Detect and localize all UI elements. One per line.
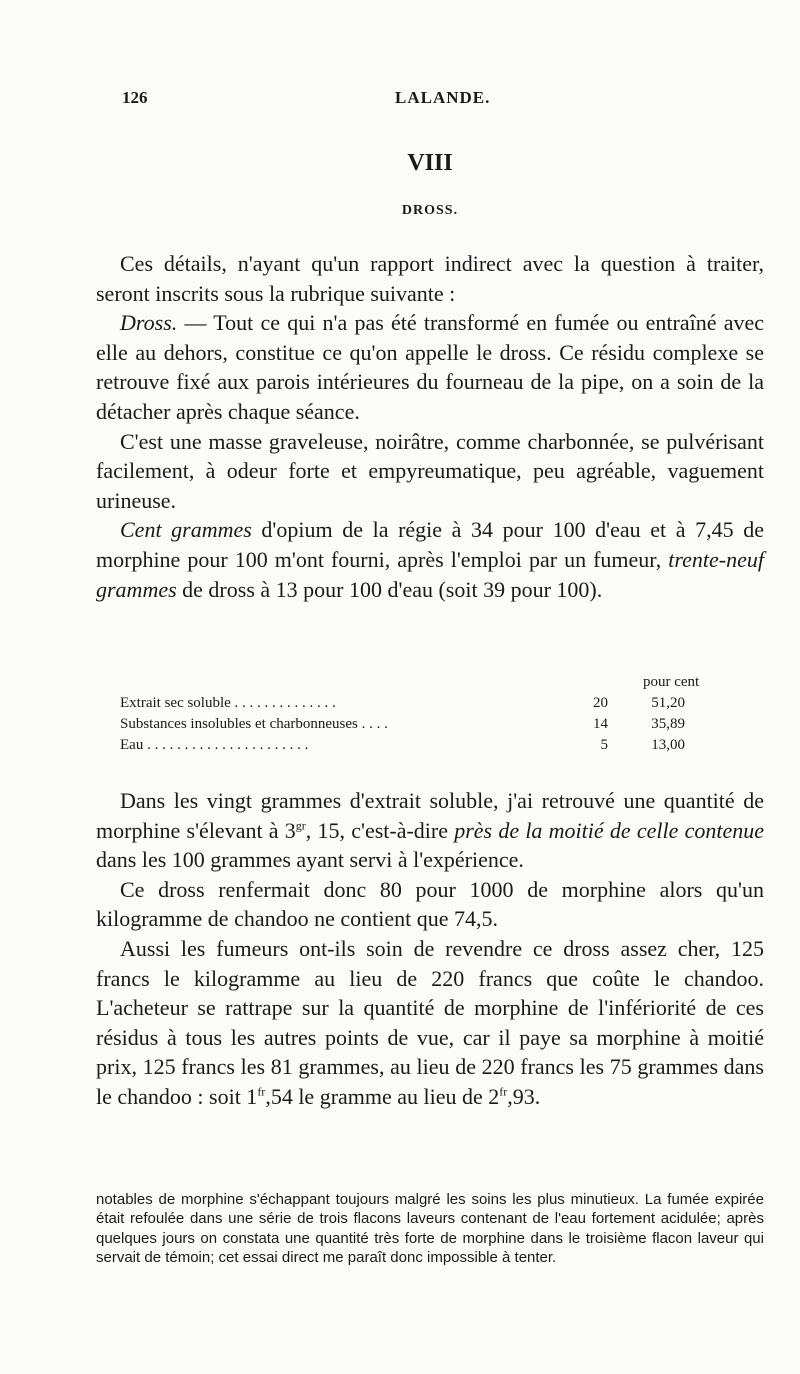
row-percent: 51,20: [651, 695, 685, 711]
paragraph-text: C'est une masse graveleuse, noirâtre, comme charbonnée, se pulvérisant facilement, à odeur forte et empyreumatique, peu agréable, vaguement urineuse.: [96, 428, 764, 513]
italic-term: Dross.: [120, 310, 178, 336]
paragraph-text: ,93.: [507, 1083, 541, 1109]
page-header: [122, 88, 762, 118]
paragraph: [96, 427, 764, 516]
table-row: [120, 714, 720, 735]
running-head: LALANDE.: [395, 88, 491, 107]
paragraph: [96, 249, 764, 308]
row-label: Eau . . . . . . . . . . . . . . . . . . . . . .: [120, 737, 309, 753]
italic-phrase: trente-neuf grammes: [96, 546, 764, 602]
body-text-bottom: [96, 786, 764, 1112]
page-number: 126: [122, 88, 148, 107]
unit-superscript: fr: [257, 1084, 266, 1099]
paragraph: [96, 786, 764, 875]
paragraph-text: Dans les vingt grammes d'extrait soluble, j'ai retrouvé une quantité de morphine s'élevant à 3: [96, 788, 764, 843]
paragraph-text: de dross à 13 pour 100 d'eau (soit 39 pour 100).: [176, 576, 603, 602]
chapter-number: VIII: [407, 150, 453, 176]
paragraph-text: Ce dross renfermait donc 80 pour 1000 de morphine alors qu'un kilogramme de chandoo ne contient que 74,5.: [96, 876, 764, 932]
paragraph-text: dans les 100 grammes ayant servi à l'expérience.: [96, 847, 524, 873]
paragraph-text: ,54 le gramme au lieu de 2: [265, 1083, 500, 1109]
section-title: DROSS.: [401, 203, 459, 218]
table-row: [120, 693, 720, 714]
italic-phrase: Cent grammes: [120, 517, 252, 543]
paragraph-text: Aussi les fumeurs ont-ils soin de revendre ce dross assez cher, 125 francs le kilogramme au lieu de 220 francs que coûte le chandoo. L'acheteur se rattrape sur la quantité de morphine de l'infériorité de ces résidus à tous les autres points de vue, car il paye sa morphine à moitié prix, 125 francs les 81 grammes, au lieu de 220 francs les 75 grammes dans le chandoo : soit 1: [96, 935, 764, 1109]
paragraph-text: d'opium de la régie à 34 pour 100 d'eau et à 7,45 de morphine pour 100 m'ont fourni, après l'emploi par un fumeur,: [96, 517, 764, 572]
paragraph-text: , 15, c'est-à-dire: [305, 817, 455, 843]
row-percent: 35,89: [651, 716, 685, 732]
footnote: notables de morphine s'échappant toujours malgré les soins les plus minutieux. La fumée expirée était refoulée dans une série de trois flacons laveurs contenant de l'eau fortement acidulée; après quelques jours on constata une quantité très forte de morphine dans le troisième flacon laveur qui servait de témoin; cet essai direct me paraît donc impossible à tenter.: [96, 1191, 764, 1267]
paragraph: [96, 308, 764, 426]
row-label: Extrait sec soluble . . . . . . . . . . . . . .: [120, 695, 336, 711]
paragraph: [96, 875, 764, 934]
paragraph-text: Ces détails, n'ayant qu'un rapport indirect avec la question à traiter, seront inscrits sous la rubrique suivante :: [96, 251, 764, 306]
row-percent: 13,00: [651, 737, 685, 753]
body-text-top: [96, 249, 764, 604]
paragraph: [96, 934, 764, 1112]
row-label: Substances insolubles et charbonneuses . . . .: [120, 716, 388, 732]
paragraph-text: — Tout ce qui n'a pas été transformé en fumée ou entraîné avec elle au dehors, constitue ce qu'on appelle le dross. Ce résidu complexe se retrouve fixé aux parois intérieures du fourneau de la pipe, on a soin de la détacher après chaque séance.: [96, 310, 764, 424]
unit-superscript: gr: [295, 818, 306, 833]
row-grams: 14: [593, 716, 608, 732]
unit-superscript: fr: [499, 1084, 508, 1099]
italic-phrase: près de la moitié de celle contenue: [454, 817, 764, 843]
table-column-header: pour cent: [643, 674, 700, 690]
row-grams: 20: [593, 695, 608, 711]
table-row: [120, 735, 720, 756]
paragraph: [96, 515, 764, 604]
row-grams: 5: [600, 737, 608, 753]
